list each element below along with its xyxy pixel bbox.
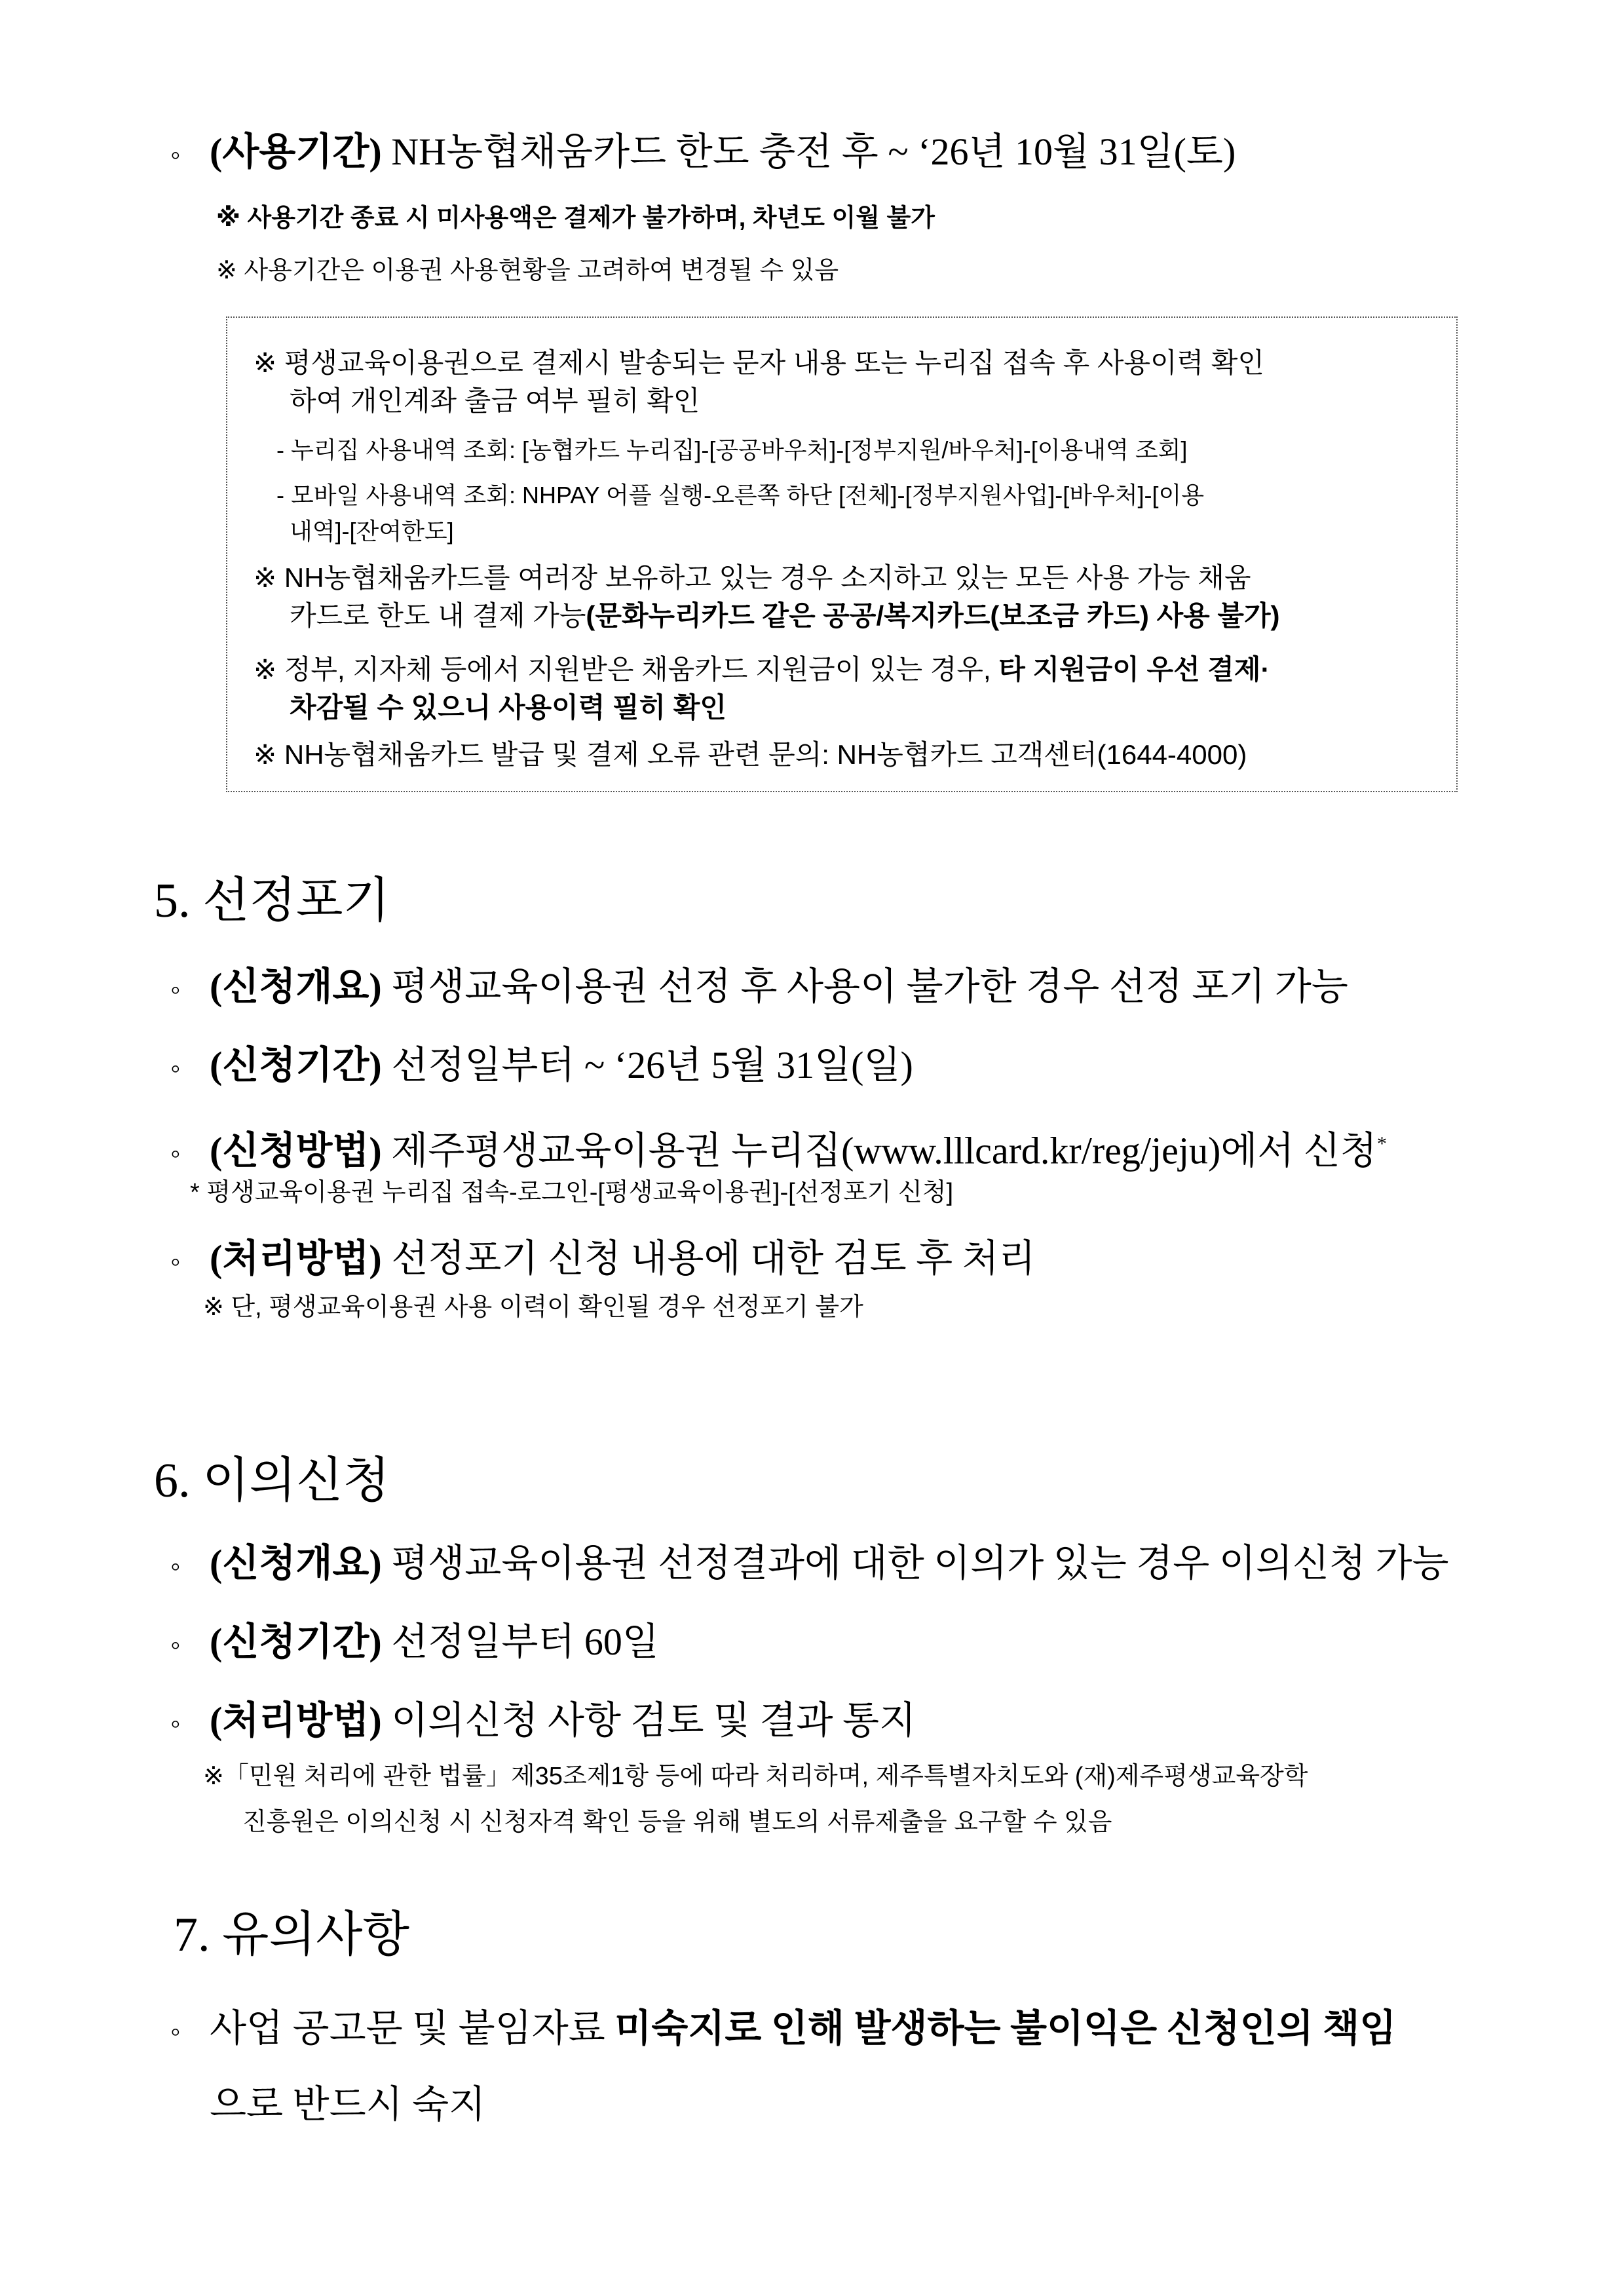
box-item-3a-bold: 타 지원금이 우선 결제·	[998, 654, 1270, 685]
item-text: 선정포기 신청 내용에 대한 검토 후 처리	[391, 1237, 1036, 1280]
box-item-2b-bold: (문화누리카드 같은 공공/복지카드(보조금 카드) 사용 불가)	[586, 600, 1280, 631]
section7-item-line2: 으로 반드시 숙지	[210, 2083, 486, 2126]
bullet-icon: ◦	[170, 1629, 181, 1661]
section5-footnote: * 평생교육이용권 누리집 접속-로그인-[평생교육이용권]-[선정포기 신청]	[190, 1179, 954, 1206]
section6-note-b: 진흥원은 이의신청 시 신청자격 확인 등을 위해 별도의 서류제출을 요구할 수 있음	[242, 1808, 1112, 1836]
section7-text-bold: 미숙지로 인해 발생하는 불이익은 신청인의 책임	[614, 2007, 1397, 2050]
usage-note: ※ 사용기간은 이용권 사용현황을 고려하여 변경될 수 있음	[216, 257, 839, 284]
section6-note-a: ※「민원 처리에 관한 법률」제35조제1항 등에 따라 처리하며, 제주특별자치도와 (재)제주평생교육장학	[203, 1763, 1308, 1790]
usage-note-bold: ※ 사용기간 종료 시 미사용액은 결제가 불가하며, 차년도 이월 불가	[216, 204, 935, 232]
section5-item-method	[170, 1120, 1387, 1177]
box-item-1b: 하여 개인계좌 출금 여부 필히 확인	[290, 385, 700, 416]
box-item-2b	[290, 597, 1280, 635]
footnote-marker: *	[1376, 1133, 1387, 1155]
box-sub-2b: 내역]-[잔여한도]	[290, 518, 454, 545]
usage-period-text: NH농협채움카드 한도 충전 후 ~ ‘26년 10월 31일(토)	[391, 130, 1236, 173]
section6-item-overview	[170, 1540, 1449, 1590]
item-label: (신청개요)	[210, 965, 382, 1008]
bullet-icon: ◦	[170, 1052, 181, 1084]
item-text: 선정일부터 ~ ‘26년 5월 31일(일)	[391, 1044, 913, 1086]
item-label: (처리방법)	[210, 1699, 382, 1742]
bullet-icon: ◦	[170, 1550, 181, 1582]
item-text: 선정일부터 60일	[391, 1620, 659, 1663]
bullet-icon: ◦	[170, 139, 181, 171]
box-item-3b: 차감될 수 있으니 사용이력 필히 확인	[290, 692, 727, 723]
section7-item-line1	[170, 2005, 1396, 2056]
box-item-2b-plain: 카드로 한도 내 결제 가능	[290, 600, 586, 631]
box-item-3a-plain: ※ 정부, 지자체 등에서 지원받은 채움카드 지원금이 있는 경우,	[254, 654, 991, 685]
section5-item-period	[170, 1042, 913, 1092]
section7-text-plain: 사업 공고문 및 붙임자료	[210, 2007, 605, 2050]
section6-item-period	[170, 1618, 659, 1669]
item-label: (신청개요)	[210, 1542, 382, 1584]
box-sub-1: - 누리집 사용내역 조회: [농협카드 누리집]-[공공바우처]-[정부지원/바우처]-[이용내역 조회]	[276, 436, 1188, 463]
item-label: (처리방법)	[210, 1237, 382, 1280]
usage-period-label: (사용기간)	[210, 130, 382, 173]
section5-item-process	[170, 1235, 1036, 1286]
box-item-3a	[254, 651, 1270, 689]
usage-period-line	[170, 128, 1236, 179]
item-text: 평생교육이용권 선정결과에 대한 이의가 있는 경우 이의신청 가능	[391, 1542, 1449, 1584]
item-text: 제주평생교육이용권 누리집(www.lllcard.kr/reg/jeju)에서 신청	[391, 1129, 1377, 1172]
item-label: (신청기간)	[210, 1620, 382, 1663]
bullet-icon: ◦	[170, 974, 181, 1006]
item-label: (신청기간)	[210, 1044, 382, 1086]
section5-heading: 5. 선정포기	[154, 874, 390, 928]
box-sub-2a: - 모바일 사용내역 조회: NHPAY 어플 실행-오른쪽 하단 [전체]-[정부지원사업]-[바우처]-[이용	[276, 482, 1205, 508]
section5-note: ※ 단, 평생교육이용권 사용 이력이 확인될 경우 선정포기 불가	[203, 1293, 863, 1321]
section7-heading: 7. 유의사항	[174, 1908, 409, 1962]
notice-box	[226, 316, 1458, 792]
item-label: (신청방법)	[210, 1129, 382, 1172]
bullet-icon: ◦	[170, 1708, 181, 1740]
box-item-4: ※ NH농협채움카드 발급 및 결제 오류 관련 문의: NH농협카드 고객센터(1644-4000)	[254, 739, 1247, 770]
bullet-icon: ◦	[170, 1246, 181, 1278]
item-text: 평생교육이용권 선정 후 사용이 불가한 경우 선정 포기 가능	[391, 965, 1348, 1008]
box-item-1a: ※ 평생교육이용권으로 결제시 발송되는 문자 내용 또는 누리집 접속 후 사용이력 확인	[254, 347, 1264, 378]
bullet-icon: ◦	[170, 1138, 181, 1170]
section5-item-overview	[170, 963, 1348, 1014]
bullet-icon: ◦	[170, 2016, 181, 2048]
section6-heading: 6. 이의신청	[154, 1454, 390, 1508]
section6-item-process	[170, 1697, 916, 1748]
item-text: 이의신청 사항 검토 및 결과 통지	[391, 1699, 916, 1742]
box-item-2a: ※ NH농협채움카드를 여러장 보유하고 있는 경우 소지하고 있는 모든 사용 가능 채움	[254, 562, 1251, 593]
